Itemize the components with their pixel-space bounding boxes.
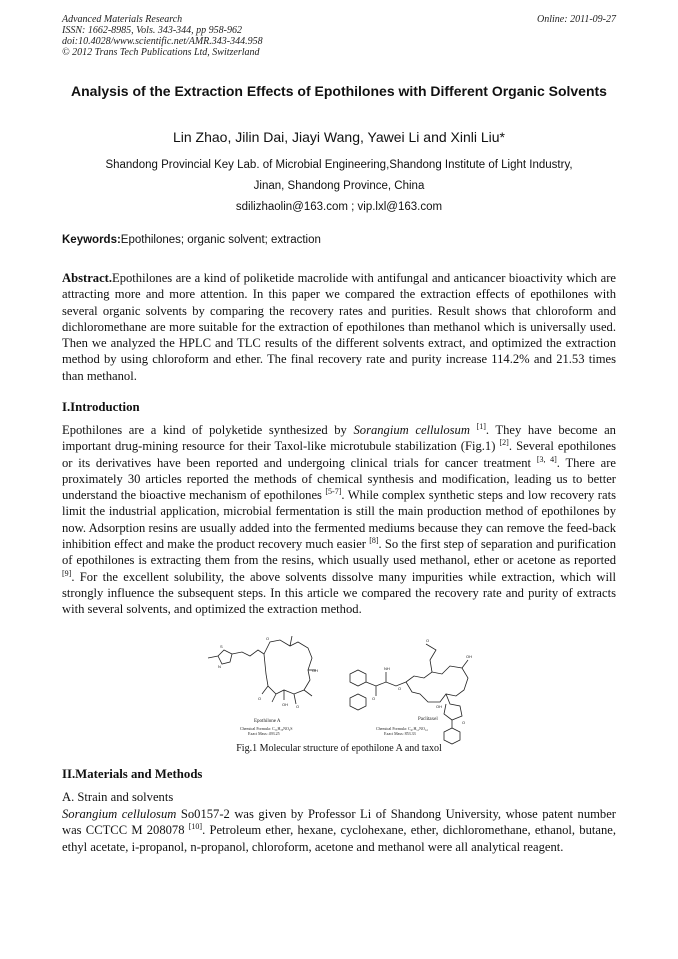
- affiliation: [62, 155, 616, 218]
- citation: [1]: [476, 422, 486, 431]
- methods-text: . Petroleum ether, hexane, cyclohexane, ether, dichloromethane, ethanol, butane, ethyl acetate, i-propanol, n-propanol, chloroform, acetone and methanol were all analytical reagent.: [62, 823, 616, 854]
- svg-text:O: O: [398, 686, 402, 691]
- svg-text:OH: OH: [282, 702, 288, 707]
- citation: [3, 4]: [536, 454, 557, 464]
- section-heading-methods: II.Materials and Methods: [62, 767, 203, 781]
- svg-text:O: O: [462, 720, 466, 725]
- introduction-paragraph: [62, 422, 616, 618]
- intro-text: . While complex synthetic steps and low recovery rats limit the industrial application, microbial fermentation is still the main production method of epothilones by now. Adsorption resins are usually added into the fermented mediums because they can remove the feed-back inhibition effect and make the product recovery much easier: [62, 488, 616, 552]
- svg-text:OH: OH: [436, 704, 442, 709]
- affiliation-line-2: Jinan, Shandong Province, China: [253, 180, 425, 192]
- paclitaxel-mass: Exact Mass: 853.33: [384, 731, 416, 736]
- citation: [2]: [499, 438, 509, 448]
- section-heading-introduction: I.Introduction: [62, 400, 140, 414]
- svg-text:S: S: [220, 644, 223, 649]
- author-emails: sdilizhaolin@163.com ; vip.lxl@163.com: [235, 201, 443, 213]
- citation: [8]: [369, 536, 379, 546]
- methods-text: So0157-2 was given by Professor Li of Shandong University, whose patent number was CCTCC M 208078: [62, 807, 616, 838]
- intro-text: . They have become an important drug-mining resource for their Taxol-like microtubule stabilization (Fig.1): [62, 423, 616, 454]
- abstract: [62, 270, 616, 384]
- keywords: [62, 234, 616, 246]
- online-date: Online: 2011-09-27: [537, 14, 616, 25]
- organism-name: Sorangium cellulosum: [353, 423, 470, 437]
- intro-text: . So the first step of separation and purification of epothilones is extracting them from the resins, which usually used methanol, ether or acetone as reported: [62, 537, 616, 568]
- molecular-structure-figure: [200, 636, 490, 754]
- keywords-label: Keywords:: [62, 234, 121, 246]
- journal-name: Advanced Materials Research: [62, 14, 183, 25]
- citation: [10]: [188, 822, 203, 832]
- epothilone-a-mass: Exact Mass: 493.25: [248, 731, 280, 736]
- svg-text:O: O: [258, 696, 262, 701]
- figure-caption: Fig.1 Molecular structure of epothilone A and taxol: [236, 743, 442, 754]
- keywords-text: Epothilones; organic solvent; extraction: [120, 234, 321, 246]
- svg-text:NH: NH: [384, 666, 390, 671]
- svg-text:OH: OH: [466, 654, 472, 659]
- paper-title: Analysis of the Extraction Effects of Epothilones with Different Organic Solvents: [71, 83, 607, 99]
- epothilone-a-structure: [208, 636, 316, 704]
- citation: [5-7]: [325, 487, 342, 497]
- intro-text: Epothilones are a kind of polyketide synthesized by: [62, 423, 354, 437]
- intro-text: . For the excellent solubility, the above solvents dissolve many impurities while extraction, which will strongly influence the subsequent steps. In this article we compared the recovery rate and purity of extracts with several solvents, and optimized the extraction method.: [62, 569, 616, 617]
- issn-line: ISSN: 1662-8985, Vols. 343-344, pp 958-962: [62, 25, 242, 36]
- epothilone-a-label: Epothilone A: [254, 719, 281, 724]
- journal-header: [62, 14, 616, 58]
- materials-paragraph: [62, 806, 616, 855]
- svg-text:O: O: [372, 696, 376, 701]
- abstract-label: Abstract.: [62, 271, 113, 285]
- svg-text:O: O: [266, 636, 270, 641]
- abstract-text: Epothilones are a kind of poliketide macrolide with antifungal and anticancer bioactivity which are attracting more and more attention. In this paper we compared the extraction effects of epothilones with several organic solvents by comparing the recovery rates and purities. Result shows that chloroform and dichloromethane are more suitable for the extraction of epothilones than methanol which is universally used. Then we analyzed the HPLC and TLC results of the different solvents extract, and optimized the extraction method by using chloroform and ether. The final recovery rate and purity increase 114.2% and 21.53 times than methanol.: [62, 271, 616, 383]
- epothilone-a-formula: Chemical Formula: C₂₆H₃₉NO₆S: [240, 726, 293, 731]
- affiliation-line-1: Shandong Provincial Key Lab. of Microbial Engineering,Shandong Institute of Light Industry,: [105, 159, 573, 171]
- svg-text:OH: OH: [312, 668, 318, 673]
- doi-line: doi:10.4028/www.scientific.net/AMR.343-344.958: [62, 36, 263, 47]
- author-list: Lin Zhao, Jilin Dai, Jiayi Wang, Yawei Li and Xinli Liu*: [172, 129, 506, 145]
- intro-text: . Several epothilones or its derivatives have been reported and undergoing clinical trials for cancer treatment: [62, 439, 616, 470]
- organism-name: Sorangium cellulosum: [62, 807, 177, 821]
- intro-text: . There are proximately 30 articles reported the methods of chemical synthesis and modification, leading us to better understand the bioactive mechanism of epothilones: [62, 455, 616, 503]
- paclitaxel-formula: Chemical Formula: C₄₇H₅₁NO₁₄: [376, 726, 428, 731]
- citation: [9]: [62, 568, 72, 578]
- subsection-heading: A. Strain and solvents: [62, 790, 174, 804]
- svg-text:O: O: [426, 638, 430, 643]
- copyright-line: © 2012 Trans Tech Publications Ltd, Switzerland: [62, 47, 260, 58]
- paclitaxel-label: Paclitaxel: [418, 717, 438, 722]
- svg-text:N: N: [218, 664, 221, 669]
- svg-text:O: O: [296, 704, 300, 709]
